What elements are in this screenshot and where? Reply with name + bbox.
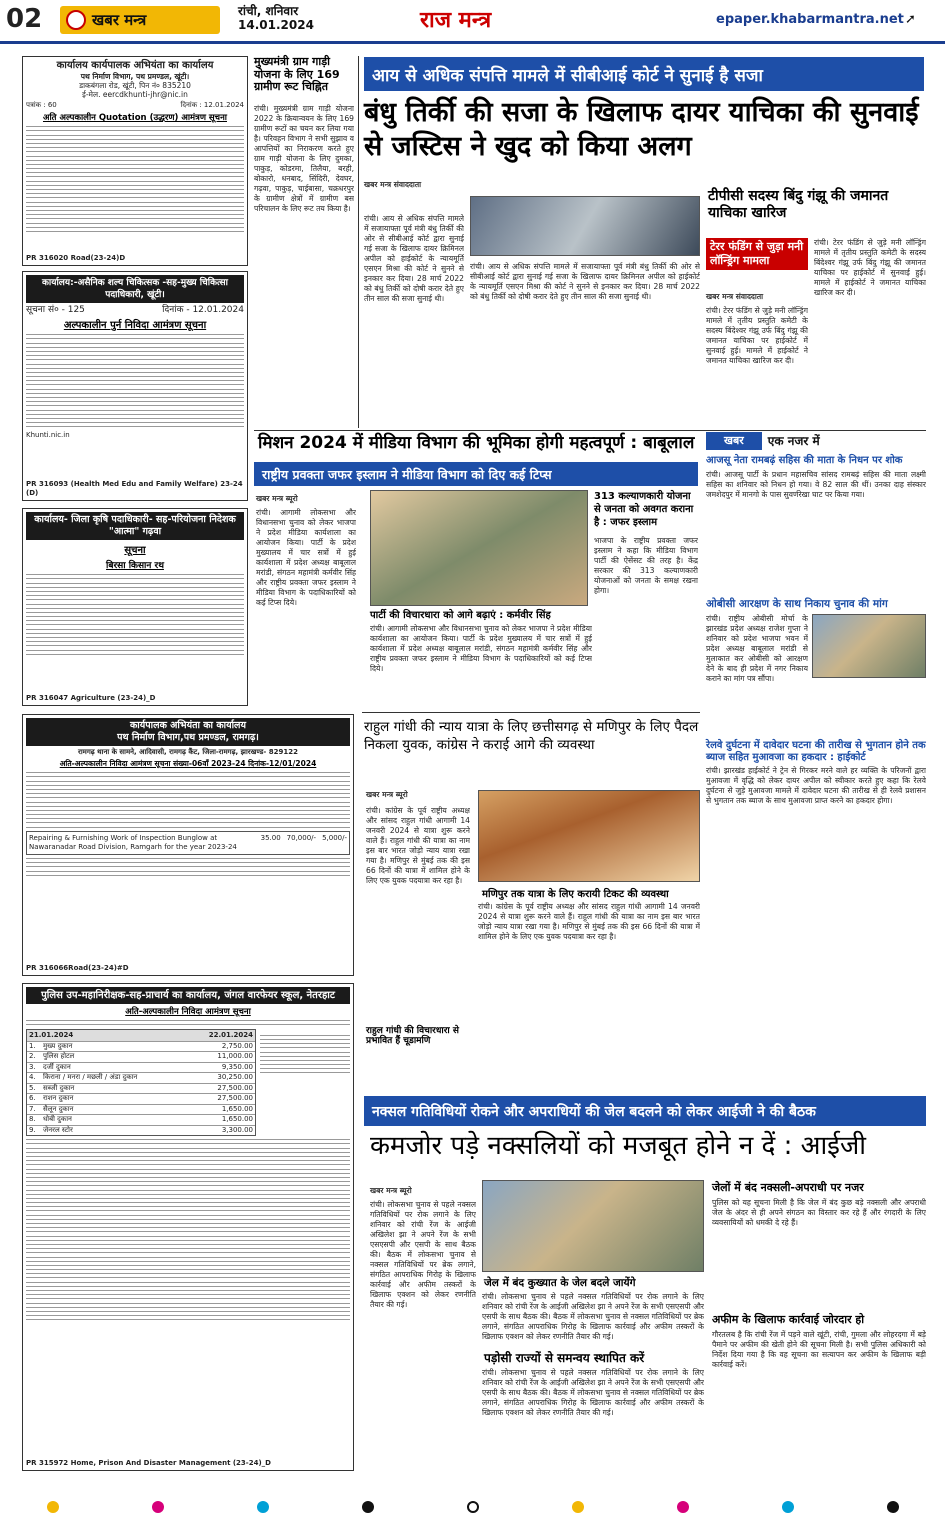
brand-logo-icon [66, 10, 86, 30]
row-rule [254, 430, 926, 431]
story-7-side-body-2: गौरतलब है कि रांची रेंज में पड़ने वाले खूंटी, रांची, गुमला और लोहरदगा में बड़े पैमाने पर अफीम की खेती होने की सूचना मिली है। सभी पुलिस अधिकारी को निर्देश दिया गया है कि वह सूचना का सत्यापन कर अफीम के खिलाफ बड़ी कार्रवाई करें। [712, 1330, 926, 1369]
table-cell-amt: 1,650.00 [221, 1104, 253, 1113]
table-cell-amt: 11,000.00 [217, 1052, 253, 1061]
ad-ref: PR 316066Road(23-24)#D [26, 964, 129, 972]
page-header [0, 0, 945, 44]
table-cell-n: 9. [29, 1125, 36, 1134]
ad-side-lines [260, 1032, 350, 1137]
date-1: 21.01.2024 [29, 1030, 74, 1039]
obc-meeting-photo [812, 614, 926, 678]
table-row [27, 1072, 255, 1083]
ad-work-row [26, 831, 350, 855]
ad-notice-title: सूचना [124, 545, 146, 556]
crosshair-icon [467, 1501, 479, 1513]
ad-body-lines [26, 1020, 350, 1025]
tender-notice-khunti [22, 56, 248, 266]
table-cell-item: पुलिस होटल [43, 1052, 75, 1061]
table-row [27, 1051, 255, 1062]
table-cell-item: जेनरल स्टोर [43, 1125, 73, 1134]
table-cell-n: 2. [29, 1052, 36, 1061]
table-cell-item: दर्जी दुकान [43, 1062, 71, 1071]
table-cell-item: किराना / मनरा / मछली / अंडा दुकान [43, 1073, 138, 1082]
ad-ref: PR 316047 Agriculture (23-24)_D [26, 694, 156, 702]
table-row [27, 1125, 255, 1136]
story-4-byline: खबर मन्त्र ब्यूरो [256, 494, 298, 503]
dateline [238, 4, 314, 32]
story-3-byline: खबर मन्त्र संवाददाता [706, 292, 764, 301]
story-4-side-headline: 313 कल्याणकारी योजना से जनता को अवगत कराना है : जफर इस्लाम [594, 491, 694, 528]
story-4-headline: मिशन 2024 में मीडिया विभाग की भूमिका होगी महत्वपूर्ण : बाबूलाल [258, 433, 695, 453]
shop-table [26, 1029, 256, 1137]
tender-notice-health [22, 271, 248, 501]
table-cell-amt: 3,300.00 [221, 1125, 253, 1134]
story-7-side-body: पुलिस को यह सूचना मिली है कि जेल में बंद कुछ बड़े नक्सली और अपराधी जेल के अंदर से ही अपने संगठन का विस्तार कर रहे हैं और रंगदारी के लिए व्यवसायियों को धमकी दे रहे हैं। [712, 1198, 926, 1227]
ad-letter-no: सूचना सं० - 125 [26, 305, 85, 315]
court-building-photo [470, 196, 700, 256]
ad-title: पुलिस उप-महानिरीक्षक-सह-प्राचार्य का कार्यालय, जंगल वारफेयर स्कूल, नेतरहाट [26, 987, 350, 1004]
table-cell-n: 7. [29, 1104, 36, 1113]
brand-name: खबर मन्त्र [92, 11, 147, 29]
ad-letter-no: पत्रांक : 60 [26, 101, 57, 109]
ad-amount-2: 70,000/- [286, 833, 317, 842]
table-cell-amt: 2,750.00 [221, 1041, 253, 1050]
brief-3-headline: रेलवे दुर्घटना में दावेदार घटना की तारीख से भुगतान होने तक ब्याज सहित मुआवजा का हकदार : हाईकोर्ट [706, 740, 926, 763]
dot-yellow-icon [47, 1501, 59, 1513]
dot-magenta-icon [677, 1501, 689, 1513]
table-cell-item: धोबी दुकान [43, 1115, 72, 1124]
dot-cyan-icon [782, 1501, 794, 1513]
table-cell-item: राशन दुकान [43, 1094, 74, 1103]
date-2: 22.01.2024 [208, 1030, 253, 1039]
story-6-headline: राहुल गांधी की न्याय यात्रा के लिए छत्तीसगढ़ से मणिपुर के लिए पैदल निकला युवक, कांग्रेस ने कराई आगे की व्यवस्था [364, 719, 699, 753]
table-cell-item: सैलून दुकान [43, 1104, 74, 1113]
youth-welcome-photo [478, 790, 700, 882]
story-3-tag: टेरर फंडिंग से जुड़ा मनी लॉन्ड्रिंग मामला [706, 238, 808, 270]
table-cell-n: 6. [29, 1094, 36, 1103]
section-title: राज मन्त्र [420, 7, 492, 33]
ad-notice-title: अति-अल्पकालीन निविदा आमंत्रण सूचना संख्या-06वाँ 2023-24 दिनांक-12/01/2024 [59, 759, 317, 768]
ad-subtitle: पथ निर्माण विभाग, पथ प्रमण्डल, खूंटी। [80, 72, 190, 81]
table-row [27, 1062, 255, 1073]
ad-notice-title: अति अल्पकालीन Quotation (उद्धरण) आमंत्रण सूचना [42, 113, 227, 123]
story-2-byline: खबर मन्त्र संवाददाता [364, 180, 422, 189]
ad-body-lines [26, 126, 244, 232]
page-number: 02 [6, 4, 43, 34]
issue-date: 14.01.2024 [238, 18, 314, 32]
ad-address: रामगढ़ थाना के सामने, आदिवासी, रामगढ़ कैंट, जिला-रामगढ़, झारखण्ड- 829122 [78, 748, 298, 756]
story-4-side-body: भाजपा के राष्ट्रीय प्रवक्ता जफर इस्लाम ने कहा कि मीडिया विभाग पार्टी की ऐसेंसट की तरह है। केंद्र सरकार की 313 कल्याणकारी योजनाओं को जनता के समक्ष रखना होगा। [594, 536, 698, 595]
story-2-body: रांची। आय से अधिक संपत्ति मामले में सजायाफ्ता पूर्व मंत्री बंधु तिर्की की ओर से सीबीआई कोर्ट द्वारा सुनाई गई सजा के खिलाफ दायर क्रिमिनल अपील को हाईकोर्ट के न्यायमूर्ति एसएन मिश्रा की कोर्ट ने सुनने से इनकार कर दिया। 28 मार्च 2022 को बंधु तिर्की को दोषी करार देते हुए तीन साल की सजा सुनाई थी। [364, 214, 464, 303]
ad-body-lines-2 [26, 1139, 350, 1320]
table-cell-n: 1. [29, 1041, 36, 1050]
table-row [27, 1093, 255, 1104]
brief-2-body: रांची। राष्ट्रीय ओबीसी मोर्चा के झारखंड प्रदेश अध्यक्ष राजेश गुप्ता ने शनिवार को प्रदेश भाजपा भवन में प्रदेश अध्यक्ष बाबूलाल मरांडी से मुलाकात कर ओबीसी को आरक्षण देने के बाद ही प्रदेश में नगर निकाय कराने का मांग पत्र सौंपा। [706, 614, 808, 683]
story-4-body-cont: रांची। आगामी लोकसभा और विधानसभा चुनाव को लेकर भाजपा ने प्रदेश मीडिया कार्यशाला का आयोजन किया। पार्टी के प्रदेश मुख्यालय में चार सत्रों में हुई कार्यशाला में प्रदेश अध्यक्ष बाबूलाल मरांडी, संगठन महामंत्री कर्मवीर सिंह और राष्ट्रीय प्रवक्ता जफर इस्लाम ने मीडिया विभाग के पदाधिकारियों को कई टिप्स दिये। [370, 624, 592, 673]
story-2-body-cont: रांची। आय से अधिक संपत्ति मामले में सजायाफ्ता पूर्व मंत्री बंधु तिर्की की ओर से सीबीआई कोर्ट द्वारा सुनाई गई सजा के खिलाफ दायर क्रिमिनल अपील को हाईकोर्ट के न्यायमूर्ति एसएन मिश्रा की कोर्ट ने सुनने से इनकार कर दिया। 28 मार्च 2022 को बंधु तिर्की को दोषी करार देते हुए तीन साल की सजा सुनाई थी। [470, 262, 700, 301]
story-3-body-cont: रांची। टेरर फंडिंग से जुड़े मनी लॉन्ड्रिंग मामले में तृतीय प्रस्तुति कमेटी के सदस्य बिंदेश्वर गंझू उर्फ बिंदु गंझू की जमानत याचिका पर हाईकोर्ट में सुनवाई हुई। मामले में हाईकोर्ट ने जमानत याचिका खारिज कर दी। [814, 238, 926, 297]
story-1-headline: मुख्यमंत्री ग्राम गाड़ी योजना के लिए 169 ग्रामीण रूट चिह्नित [254, 55, 340, 94]
story-7-caption: जेल में बंद कुख्यात के जेल बदले जायेंगे [484, 1277, 636, 1289]
table-cell-amt: 1,650.00 [221, 1115, 253, 1124]
ad-date: दिनांक - 12.01.2024 [162, 305, 244, 315]
ad-website[interactable]: Khunti.nic.in [26, 430, 70, 439]
brief-2-headline: ओबीसी आरक्षण के साथ निकाय चुनाव की मांग [706, 598, 888, 610]
ad-title: कार्यालय:-असैनिक शल्य चिकित्सक -सह-मुख्य चिकित्सा पदाधिकारी, खूंटी। [26, 275, 244, 303]
ad-notice-title: अति-अल्पकालीन निविदा आमंत्रण सूचना [125, 1007, 251, 1017]
ad-ref: PR 315972 Home, Prison And Disaster Management (23-24)_D [26, 1459, 271, 1467]
ad-amount-3: 5,000/- [322, 833, 347, 842]
story-6-body-cont: रांची। कांग्रेस के पूर्व राष्ट्रीय अध्यक्ष और सांसद राहुल गांधी आगामी 14 जनवरी 2024 से यात्रा शुरू करने वाले हैं। राहुल गांधी की यात्रा का नाम इस बार भारत जोड़ो न्याय यात्रा रखा गया है। मणिपुर से मुंबई तक की इस 66 दिनों की यात्रा में शामिल होने के लिए एक युवक पदयात्रा कर रहा है। [478, 902, 700, 941]
row-rule-2 [362, 712, 700, 713]
dot-magenta-icon [152, 1501, 164, 1513]
table-cell-item: मुख्य दुकान [43, 1041, 73, 1050]
ad-title: कार्यालय- जिला कृषि पदाधिकारी- सह-परियोजना निदेशक "आत्मा" गढ़वा [26, 512, 244, 540]
story-1-body: रांची। मुख्यमंत्री ग्राम गाड़ी योजना 2022 के क्रियान्वयन के लिए 169 ग्रामीण रूटों का चयन कर लिया गया है। परिवहन विभाग ने सभी सुझाव व आपत्तियों का निराकरण करते हुए ग्राम गाड़ी योजना के लिए दुमका, पाकुड़, कोडरमा, तिलैया, बरही, बोकारो, धनबाद, सिंदिरी, देवघर, गढ़वा, पाकुड़, चाईबासा, चक्रधरपुर के ग्रामीण क्षेत्रों में ग्रामीण बस परिचालन के लिए रूट तय किया है। [254, 104, 354, 213]
table-row [27, 1083, 255, 1094]
table-cell-n: 5. [29, 1083, 36, 1092]
story-7-subheadline: पड़ोसी राज्यों से समन्वय स्थापित करें [484, 1351, 645, 1365]
ad-title: कार्यालय कार्यपालक अभियंता का कार्यालय [56, 60, 214, 71]
story-6-byline: खबर मन्त्र ब्यूरो [366, 790, 408, 799]
ad-amount-1: 35.00 [260, 833, 281, 842]
story-4-body: रांची। आगामी लोकसभा और विधानसभा चुनाव को लेकर भाजपा ने प्रदेश मीडिया कार्यशाला का आयोजन किया। पार्टी के प्रदेश मुख्यालय में चार सत्रों में हुई कार्यशाला में प्रदेश अध्यक्ष बाबूलाल मरांडी, संगठन महामंत्री कर्मवीर सिंह और राष्ट्रीय प्रवक्ता जफर इस्लाम ने मीडिया विभाग के पदाधिकारियों को कई टिप्स दिये। [256, 508, 356, 607]
story-4-bar: राष्ट्रीय प्रवक्ता जफर इस्लाम ने मीडिया विभाग को दिए कई टिप्स [254, 462, 698, 486]
table-cell-n: 3. [29, 1062, 36, 1071]
story-3-headline: टीपीसी सदस्य बिंदु गंझू की जमानत याचिका खारिज [708, 188, 889, 221]
dot-black-icon [887, 1501, 899, 1513]
table-cell-n: 4. [29, 1073, 36, 1082]
table-cell-n: 8. [29, 1115, 36, 1124]
ad-address: डाकबंगला रोड, खूंटी, पिन नं० 835210 [79, 81, 191, 90]
table-row [27, 1041, 255, 1052]
notice-agriculture [22, 508, 248, 706]
ad-date: दिनांक : 12.01.2024 [180, 101, 244, 109]
brief-1-headline: आजसू नेता रामबढ़ं सहिस की माता के निधन पर शोक [706, 455, 903, 466]
ad-subtitle: बिरसा किसान रथ [106, 561, 164, 571]
brief-3-body: रांची। झारखंड हाईकोर्ट ने ट्रेन से गिरकर मरने वाले हर व्यक्ति के परिजनों द्वारा मुआवजा में वृद्धि को लेकर दायर अपील को स्वीकार करते हुए कहा कि रेलवे दुर्घटना से जुड़े मुआवजा मामले में दावेदार घटना की तारीख से ही रेलवे प्रशासन से भुगतान तक ब्याज के साथ मुआवजा प्राप्त करने का हकदार होगा। [706, 766, 926, 805]
tender-notice-ramgarh [22, 714, 354, 976]
ad-work: Repairing & Furnishing Work of Inspection Bunglow at Nawaranadar Road Division, Ramgarh for the year 2023-24 [29, 833, 237, 851]
column-rule [358, 56, 359, 428]
ad-title: कार्यपालक अभियंता का कार्यालय [130, 720, 246, 731]
story-7-side-headline-2: अफीम के खिलाफ कार्रवाई जोरदार हो [712, 1313, 865, 1326]
ad-email: ई-मेल. eercdkhunti-jhr@nic.in [82, 90, 188, 99]
table-cell-amt: 9,350.00 [221, 1062, 253, 1071]
story-6-subheadline: राहुल गांधी की विचारधारा से प्रभावित हैं चूडामणि [366, 1026, 459, 1047]
dot-yellow-icon [572, 1501, 584, 1513]
story-7-kicker: नक्सल गतिविधियों रोकने और अपराधियों की जेल बदलने को लेकर आईजी ने की बैठक [364, 1096, 926, 1126]
story-2-headline: बंधु तिर्की की सजा के खिलाफ दायर याचिका की सुनवाई से जस्टिस ने खुद को किया अलग [364, 97, 919, 162]
story-7-body-cont-2: रांची। लोकसभा चुनाव से पहले नक्सल गतिविधियों पर रोक लगाने के लिए शनिवार को रांची रेंज के आईजी अखिलेश झा ने अपने रेंज के सभी एसएसपी और एसपी के साथ बैठक की। बैठक में लोकसभा चुनाव से नक्सल गतिविधियों पर ब्रेक लगाने, संगठित आपराधिक गिरोह के खिलाफ कार्रवाई और अफीम तस्करों के खिलाफ एक्शन को लेकर रणनीति तैयार की गई। [482, 1368, 704, 1417]
brief-label-khabar: खबर [706, 432, 762, 450]
ad-body-lines [26, 772, 350, 827]
brand-badge [60, 6, 220, 34]
ig-meeting-photo [482, 1180, 704, 1272]
table-cell-amt: 27,500.00 [217, 1083, 253, 1092]
story-7-body: रांची। लोकसभा चुनाव से पहले नक्सल गतिविधियों पर रोक लगाने के लिए शनिवार को रांची रेंज के आईजी अखिलेश झा ने अपने रेंज के सभी एसएसपी और एसपी के साथ बैठक की। बैठक में लोकसभा चुनाव से नक्सल गतिविधियों पर ब्रेक लगाने, संगठित आपराधिक गिरोह के खिलाफ कार्रवाई और अफीम तस्करों के खिलाफ एक्शन को लेकर रणनीति तैयार की गई। [370, 1200, 476, 1309]
tender-notice-police [22, 983, 354, 1471]
ad-ref: PR 316093 (Health Med Edu and Family Welfare) 23-24 (D) [26, 480, 243, 497]
table-row [27, 1114, 255, 1125]
pointer-icon: ➚ [905, 12, 916, 27]
table-cell-item: सब्जी दुकान [43, 1083, 75, 1092]
story-7-body-cont: रांची। लोकसभा चुनाव से पहले नक्सल गतिविधियों पर रोक लगाने के लिए शनिवार को रांची रेंज के आईजी अखिलेश झा ने अपने रेंज के सभी एसएसपी और एसपी के साथ बैठक की। बैठक में लोकसभा चुनाव से नक्सल गतिविधियों पर ब्रेक लगाने, संगठित आपराधिक गिरोह के खिलाफ कार्रवाई और अफीम तस्करों के खिलाफ एक्शन को लेकर रणनीति तैयार की गई। [482, 1292, 704, 1341]
ad-notice-title: अल्पकालीन पुर्न निविदा आमंत्रण सूचना [63, 320, 207, 331]
ad-subtitle: पथ निर्माण विभाग,पथ प्रमण्डल, रामगढ़। [117, 732, 259, 743]
table-row [27, 1104, 255, 1115]
brief-label [706, 432, 926, 450]
table-cell-amt: 30,250.00 [217, 1073, 253, 1082]
brief-1-body: रांची। आजसू पार्टी के प्रधान महासचिव सांसद रामबढ़ं सहिस की माता लक्ष्मी सहिस का शनिवार को निधन हो गया। वे 82 साल की थीं। उनका दाह संस्कार जमशेदपुर में मानगो के पास सुवर्णरेखा घाट पर किया गया। [706, 470, 926, 499]
ad-body-lines [26, 574, 244, 655]
story-6-body: रांची। कांग्रेस के पूर्व राष्ट्रीय अध्यक्ष और सांसद राहुल गांधी आगामी 14 जनवरी 2024 से यात्रा शुरू करने वाले हैं। राहुल गांधी की यात्रा का नाम इस बार भारत जोड़ो न्याय यात्रा रखा गया है। मणिपुर से मुंबई तक की इस 66 दिनों की यात्रा में शामिल होने के लिए एक युवक पदयात्रा कर रहा है। [366, 806, 470, 885]
brief-label-title: एक नजर में [767, 434, 820, 448]
story-6-caption: मणिपुर तक यात्रा के लिए करायी टिकट की व्यवस्था [482, 889, 669, 900]
story-4-subheadline: पार्टी की विचारधारा को आगे बढ़ाएं : कर्मवीर सिंह [370, 610, 551, 621]
media-workshop-photo [370, 490, 588, 606]
table-cell-amt: 27,500.00 [217, 1094, 253, 1103]
story-7-side-headline: जेलों में बंद नक्सली-अपराधी पर नजर [712, 1181, 864, 1194]
city-day: रांची, शनिवार [238, 4, 299, 18]
ad-body-lines-2 [26, 858, 350, 876]
story-3-body: रांची। टेरर फंडिंग से जुड़े मनी लॉन्ड्रिंग मामले में तृतीय प्रस्तुति कमेटी के सदस्य बिंदेश्वर गंझू उर्फ बिंदु गंझू की जमानत याचिका पर हाईकोर्ट में सुनवाई हुई। मामले में हाईकोर्ट ने जमानत याचिका खारिज कर दी। [706, 306, 808, 365]
story-7-headline: कमजोर पड़े नक्सलियों को मजबूत होने न दें : आईजी [370, 1131, 866, 1161]
story-2-kicker: आय से अधिक संपत्ति मामले में सीबीआई कोर्ट ने सुनाई है सजा [364, 57, 924, 91]
print-registration-marks [0, 1496, 945, 1517]
website-link[interactable]: epaper.khabarmantra.net [716, 12, 904, 27]
ad-ref: PR 316020 Road(23-24)D [26, 254, 126, 262]
dot-cyan-icon [257, 1501, 269, 1513]
dot-black-icon [362, 1501, 374, 1513]
ad-body-lines [26, 334, 244, 427]
story-7-byline: खबर मन्त्र ब्यूरो [370, 1186, 412, 1195]
